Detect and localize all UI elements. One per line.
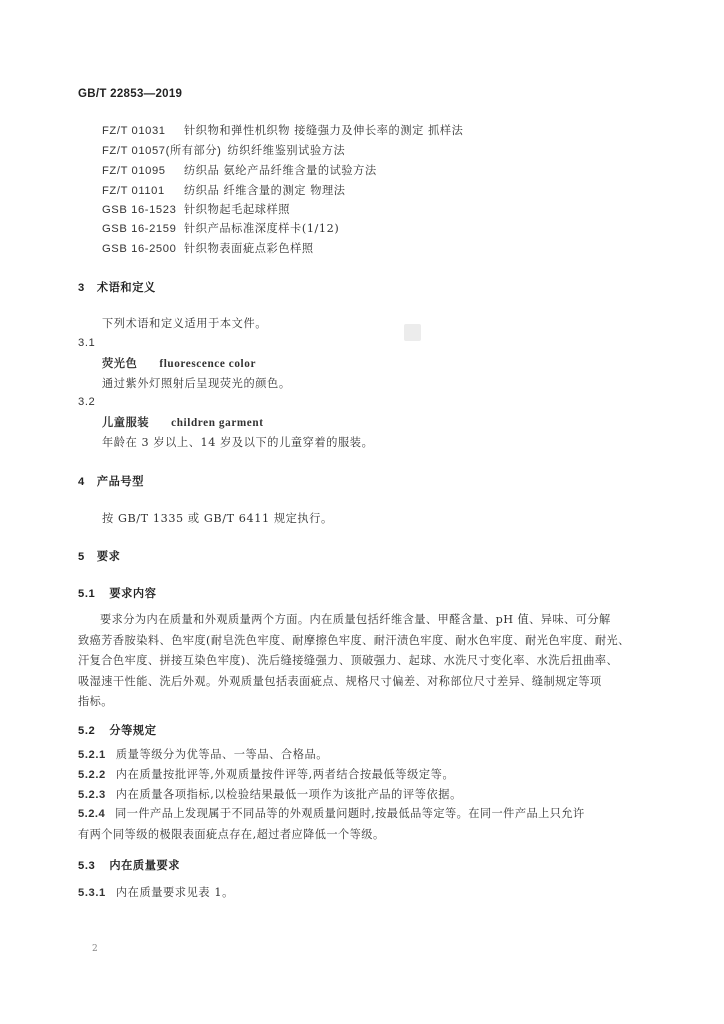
reference-code: GSB 16-1523 (102, 204, 177, 216)
reference-item (102, 182, 346, 198)
section-title: 术语和定义 (96, 281, 156, 294)
section-title: 要求 (96, 550, 121, 563)
reference-item (102, 122, 463, 138)
clause-text: 内在质量要求见表 1。 (115, 886, 234, 899)
term-definition: 年龄在 3 岁以上、14 岁及以下的儿童穿着的服装。 (102, 436, 374, 449)
section-title: 分等规定 (109, 724, 157, 737)
clause-text: 同一件产品上发现属于不同品等的外观质量问题时,按最低品等定等。在同一件产品上只允许 (115, 807, 585, 820)
term-number: 3.2 (78, 396, 96, 408)
term-heading (102, 355, 256, 371)
reference-item (102, 142, 345, 158)
clause-text: 内在质量按批评等,外观质量按件评等,两者结合按最低等级定等。 (115, 768, 455, 781)
paragraph-line: 要求分为内在质量和外观质量两个方面。内在质量包括纤维含量、甲醛含量、pH 值、异味、可分解 (100, 613, 611, 626)
clause-line: 有两个同等级的极限表面疵点存在,超过者应降低一个等级。 (78, 827, 385, 841)
reference-title: 针织物和弹性机织物 接缝强力及伸长率的测定 抓样法 (184, 124, 464, 137)
term-english: fluorescence color (159, 358, 257, 370)
section-5-2-heading (78, 722, 157, 738)
section-number: 5.1 (78, 588, 96, 600)
section-title: 要求内容 (109, 587, 157, 600)
reference-title: 纺织纤维鉴别试验方法 (227, 144, 346, 157)
reference-title: 纺织品 氨纶产品纤维含量的试验方法 (184, 164, 377, 177)
paragraph-line: 吸湿速干性能、洗后外观。外观质量包括表面疵点、规格尺寸偏差、对称部位尺寸差异、缝制规定等项 (78, 674, 602, 688)
section-number: 5 (78, 551, 85, 563)
clause-number: 5.2.3 (78, 789, 106, 801)
term-chinese: 儿童服装 (102, 416, 150, 429)
clause-text: 内在质量各项指标,以检验结果最低一项作为该批产品的评等依据。 (115, 788, 462, 801)
reference-code: GSB 16-2159 (102, 223, 177, 235)
reference-item (102, 240, 314, 256)
term-heading (102, 414, 264, 430)
section-title: 产品号型 (96, 475, 144, 488)
section-number: 5.3 (78, 860, 96, 872)
clause-text: 质量等级分为优等品、一等品、合格品。 (115, 748, 329, 761)
standard-code-header: GB/T 22853—2019 (78, 88, 183, 100)
section-number: 4 (78, 476, 85, 488)
section-4-text: 按 GB/T 1335 或 GB/T 6411 规定执行。 (102, 512, 333, 525)
term-english: children garment (171, 417, 264, 429)
reference-title: 针织物表面疵点彩色样照 (184, 242, 314, 255)
section-title: 内在质量要求 (109, 859, 181, 872)
clause-number: 5.2.4 (78, 808, 106, 820)
clause-line (78, 804, 631, 825)
term-chinese: 荧光色 (102, 357, 138, 370)
section-5-heading (78, 548, 120, 564)
reference-item (102, 220, 339, 236)
reference-code: FZ/T 01057(所有部分) (102, 145, 222, 157)
section-number: 5.2 (78, 725, 96, 737)
paragraph-line: 指标。 (78, 695, 113, 708)
clause-number: 5.2.1 (78, 749, 106, 761)
clause-item (78, 884, 234, 900)
section-5-1-paragraph (78, 610, 631, 713)
reference-code: GSB 16-2500 (102, 243, 177, 255)
reference-code: FZ/T 01031 (102, 125, 166, 137)
term-number: 3.1 (78, 337, 96, 349)
reference-item (102, 201, 290, 217)
reference-title: 针织产品标准深度样卡(1/12) (184, 222, 340, 235)
reference-item (102, 162, 377, 178)
section-5-1-heading (78, 585, 157, 601)
section-3-intro: 下列术语和定义适用于本文件。 (102, 317, 268, 330)
clause-item (78, 766, 454, 782)
page-number: 2 (92, 944, 98, 954)
reference-title: 针织物起毛起球样照 (184, 203, 291, 216)
section-3-heading (78, 279, 156, 295)
paragraph-line: 汗复合色牢度、拼接互染色牢度)、洗后缝接缝强力、顶破强力、起球、水洗尺寸变化率、水洗后扭曲率、 (78, 654, 619, 667)
clause-item (78, 746, 328, 762)
clause-item (78, 804, 631, 845)
section-4-heading (78, 473, 144, 489)
clause-number: 5.2.2 (78, 769, 106, 781)
term-definition: 通过紫外灯照射后呈现荧光的颜色。 (102, 377, 291, 390)
reference-code: FZ/T 01101 (102, 185, 165, 197)
clause-item (78, 786, 462, 802)
scan-mark (404, 324, 421, 341)
reference-code: FZ/T 01095 (102, 165, 166, 177)
section-number: 3 (78, 282, 85, 294)
clause-number: 5.3.1 (78, 887, 106, 899)
section-5-3-heading (78, 857, 180, 873)
reference-title: 纺织品 纤维含量的测定 物理法 (184, 184, 346, 197)
paragraph-line: 致癌芳香胺染料、色牢度(耐皂洗色牢度、耐摩擦色牢度、耐汗渍色牢度、耐水色牢度、耐光色牢度、耐光、 (78, 633, 630, 647)
